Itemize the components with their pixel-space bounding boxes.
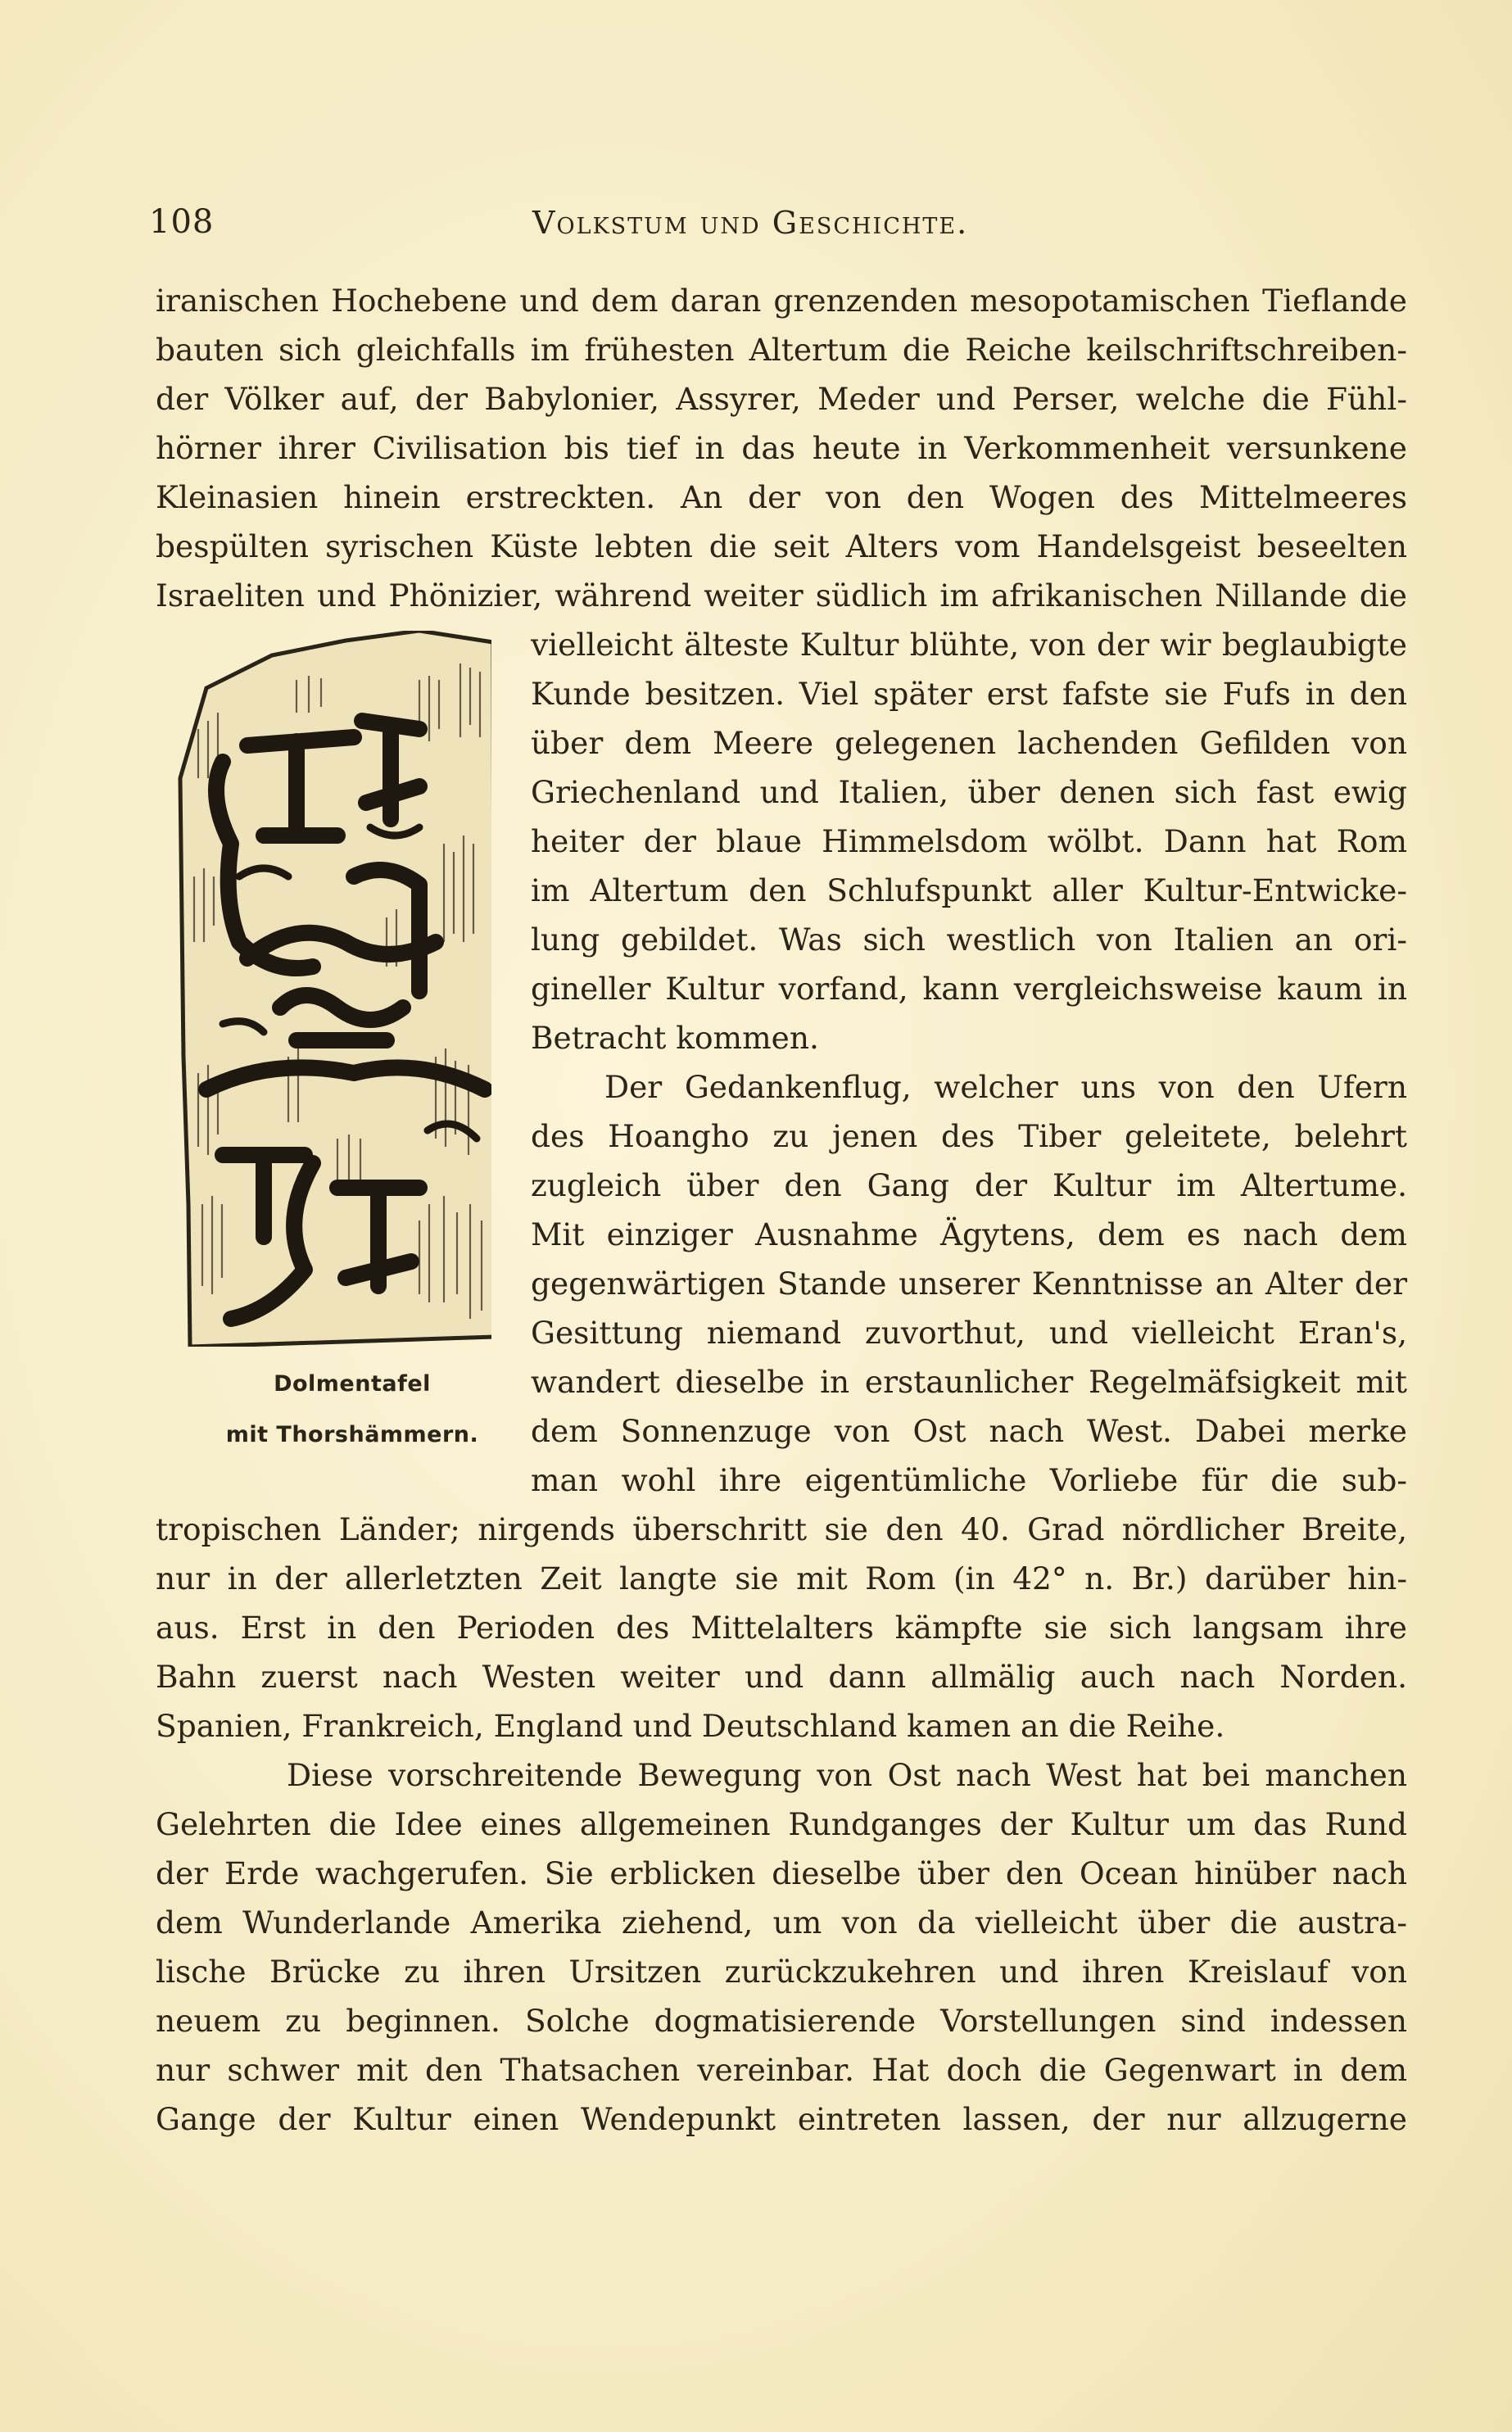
text-line: der Völker auf, der Babylonier, Assyrer, Meder und Perser, welche die Fühl- bbox=[156, 381, 1407, 417]
text-line: Diese vorschreitende Bewegung von Ost nach West hat bei manchen bbox=[287, 1757, 1407, 1793]
text-line: Kleinasien hinein erstreckten. An der von den Wogen des Mittelmeeres bbox=[156, 479, 1407, 515]
text-line: man wohl ihre eigentümliche Vorliebe für die sub- bbox=[531, 1462, 1407, 1498]
text-line: Gelehrten die Idee eines allgemeinen Rundganges der Kultur um das Rund bbox=[156, 1806, 1407, 1842]
text-line: zugleich über den Gang der Kultur im Altertume. bbox=[531, 1167, 1407, 1203]
text-line: Gesittung niemand zuvorthut, und vielleicht Eran's, bbox=[531, 1315, 1407, 1351]
text-line: iranischen Hochebene und dem daran grenzenden mesopotamischen Tieflande bbox=[156, 283, 1407, 319]
running-title: Volkstum und Geschichte. bbox=[532, 205, 969, 241]
running-head bbox=[0, 203, 1512, 244]
text-line: lische Brücke zu ihren Ursitzen zurückzukehren und ihren Kreislauf von bbox=[156, 1954, 1407, 1990]
text-line: Mit einziger Ausnahme Ägytens, dem es nach dem bbox=[531, 1216, 1407, 1252]
text-line: gineller Kultur vorfand, kann vergleichsweise kaum in bbox=[531, 971, 1407, 1007]
text-line: wandert dieselbe in erstaunlicher Regelmäfsigkeit mit bbox=[531, 1364, 1407, 1400]
text-line: dem Sonnenzuge von Ost nach West. Dabei merke bbox=[531, 1413, 1407, 1449]
text-line: Betracht kommen. bbox=[531, 1020, 819, 1056]
figure-caption-line-1: Dolmentafel bbox=[274, 1371, 431, 1397]
text-line: Kunde besitzen. Viel später erst fafste sie Fufs in den bbox=[531, 676, 1407, 712]
text-line: bespülten syrischen Küste lebten die seit Alters vom Handelsgeist beseelten bbox=[156, 528, 1407, 564]
carved-stone-slab-icon bbox=[174, 631, 491, 1347]
text-line: Israeliten und Phönizier, während weiter südlich im afrikanischen Nillande die bbox=[156, 577, 1407, 614]
text-line: der Erde wachgerufen. Sie erblicken dieselbe über den Ocean hinüber nach bbox=[156, 1855, 1407, 1891]
page-number: 108 bbox=[149, 203, 215, 241]
figure-caption-line-2: mit Thorshämmern. bbox=[225, 1422, 479, 1447]
text-line: dem Wunderlande Amerika ziehend, um von da vielleicht über die austra- bbox=[156, 1904, 1407, 1941]
text-line: nur schwer mit den Thatsachen vereinbar. Hat doch die Gegenwart in dem bbox=[156, 2052, 1407, 2088]
dolmen-slab-illustration bbox=[174, 631, 491, 1347]
text-line: vielleicht älteste Kultur blühte, von der wir beglaubigte bbox=[531, 627, 1407, 663]
text-line: Der Gedankenflug, welcher uns von den Ufern bbox=[604, 1069, 1407, 1105]
text-line: gegenwärtigen Stande unserer Kenntnisse an Alter der bbox=[531, 1266, 1407, 1302]
text-line: aus. Erst in den Perioden des Mittelalters kämpfte sie sich langsam ihre bbox=[156, 1610, 1407, 1646]
text-line: hörner ihrer Civilisation bis tief in das heute in Verkommenheit versunkene bbox=[156, 430, 1407, 466]
text-line: Bahn zuerst nach Westen weiter und dann allmälig auch nach Norden. bbox=[156, 1659, 1407, 1695]
text-line: über dem Meere gelegenen lachenden Gefilden von bbox=[531, 725, 1407, 761]
text-line: heiter der blaue Himmelsdom wölbt. Dann hat Rom bbox=[531, 823, 1407, 859]
text-line: lung gebildet. Was sich westlich von Italien an ori- bbox=[531, 922, 1407, 958]
text-line: bauten sich gleichfalls im frühesten Altertum die Reiche keilschriftschreiben- bbox=[156, 332, 1407, 368]
text-line: Gange der Kultur einen Wendepunkt eintreten lassen, der nur allzugerne bbox=[156, 2101, 1407, 2137]
text-line: des Hoangho zu jenen des Tiber geleitete, belehrt bbox=[531, 1118, 1407, 1154]
text-line: im Altertum den Schlufspunkt aller Kultur-Entwicke- bbox=[531, 872, 1407, 908]
text-line: nur in der allerletzten Zeit langte sie mit Rom (in 42° n. Br.) darüber hin- bbox=[156, 1560, 1407, 1596]
text-line: Griechenland und Italien, über denen sich fast ewig bbox=[531, 774, 1407, 810]
text-line: neuem zu beginnen. Solche dogmatisierende Vorstellungen sind indessen bbox=[156, 2003, 1407, 2039]
text-line: tropischen Länder; nirgends überschritt sie den 40. Grad nördlicher Breite, bbox=[156, 1511, 1407, 1547]
text-line: Spanien, Frankreich, England und Deutschland kamen an die Reihe. bbox=[156, 1708, 1225, 1744]
